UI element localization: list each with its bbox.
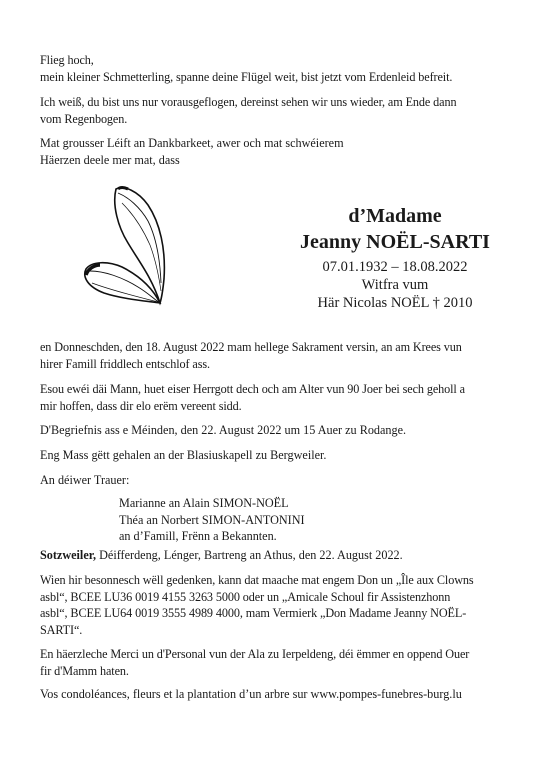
- notice-line: hirer Famill friddlech entschlof ass.: [40, 356, 210, 371]
- poem-line: vom Regenbogen.: [40, 111, 128, 126]
- poem-line: Flieg hoch,: [40, 53, 94, 67]
- place-rest: Déifferdeng, Lénger, Bartreng an Athus, den 22. August 2022.: [96, 548, 403, 562]
- mourner: Théa an Norbert SIMON-ANTONINI: [119, 512, 305, 527]
- thanks-line: fir d'Mamm haten.: [40, 663, 129, 678]
- mass-info: Eng Mass gëtt gehalen an der Blasiuskapell zu Bergweiler.: [40, 448, 327, 462]
- condolences-text: Vos condoléances, fleurs et la plantation d’un arbre sur www.pompes-funebres-burg.lu: [40, 687, 462, 701]
- place-date: [40, 547, 510, 564]
- donation-line: SARTI“.: [40, 622, 83, 637]
- donation-line: asbl“, BCEE LU64 0019 3555 4989 4000, mam Vermierk „Don Madame Jeanny NOËL-: [40, 606, 467, 620]
- donation-line: Wien hir besonnesch wëll gedenken, kann dat maache mat engem Don un „Île aux Clowns: [40, 573, 474, 587]
- intro-line: Häerzen deele mer mat, dass: [40, 152, 180, 167]
- thanks-line: En häerzleche Merci un d'Personal vun der Ala zu Ierpeldeng, déi ëmmer en oppend Ouer: [40, 647, 470, 661]
- death-notice: [40, 339, 510, 372]
- funeral-info: D'Begriefnis ass e Méinden, den 22. August 2022 um 15 Auer zu Rodange.: [40, 423, 407, 437]
- place-bold: Sotzweiler,: [40, 548, 97, 562]
- mourning-label: An déiwer Trauer:: [40, 473, 130, 487]
- mourner: Marianne an Alain SIMON-NOËL: [119, 496, 289, 510]
- life-dates: 07.01.1932 – 18.08.2022: [322, 259, 468, 275]
- butterfly-icon: [82, 183, 194, 307]
- poem: [40, 52, 510, 85]
- poem-continued: [40, 94, 510, 127]
- reunion-line: Esou ewéi däi Mann, huet eiser Herrgott dech och am Alter vun 90 Joer bei sech geholl a: [40, 382, 465, 396]
- mourners-list: [119, 495, 499, 545]
- poem-line: mein kleiner Schmetterling, spanne deine Flügel weit, bist jetzt vom Erdenleid befreit.: [40, 69, 453, 84]
- thanks-text: [40, 646, 510, 679]
- widow-label: Witfra vum: [361, 277, 429, 293]
- intro-text: [40, 135, 510, 168]
- notice-line: en Donneschden, den 18. August 2022 mam hellege Sakrament versin, an am Krees vun: [40, 340, 462, 354]
- donation-line: asbl“, BCEE LU36 0019 4155 3263 5000 oder un „Amicale Schoul fir Assistenzhonn: [40, 589, 451, 604]
- reunion-text: [40, 381, 510, 414]
- mourner: an d’Famill, Frënn a Bekannten.: [119, 529, 277, 543]
- donation-text: [40, 572, 510, 638]
- deceased-block: [250, 204, 540, 312]
- intro-line: Mat grousser Léift an Dankbarkeet, awer och mat schwéierem: [40, 136, 344, 150]
- reunion-line: mir hoffen, dass dir elo erëm vereent sidd.: [40, 398, 242, 413]
- deceased-name: Jeanny NOËL-SARTI: [300, 231, 490, 253]
- poem-line: Ich weiß, du bist uns nur vorausgeflogen, dereinst sehen wir uns wieder, am Ende dann: [40, 95, 457, 109]
- honorific: d’Madame: [348, 205, 442, 227]
- spouse-name: Här Nicolas NOËL † 2010: [317, 295, 473, 311]
